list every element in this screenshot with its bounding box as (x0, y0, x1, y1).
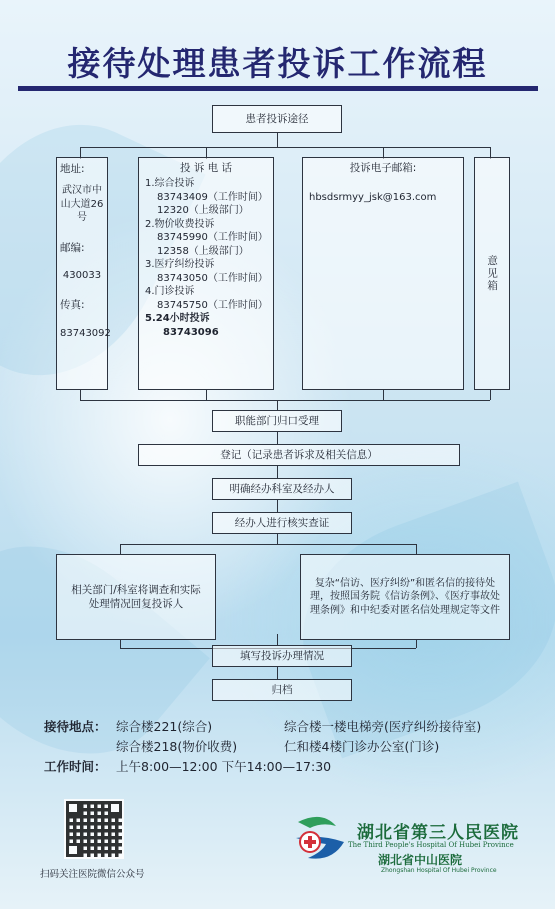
phone-line: 5.24小时投诉 (145, 313, 210, 325)
connector (383, 390, 384, 400)
connector (120, 544, 416, 545)
address-value: 武汉市中山大道26号 (60, 185, 104, 224)
connector (120, 544, 121, 554)
fill-step-label: 填写投诉办理情况 (240, 649, 324, 662)
reception-place: 综合楼一楼电梯旁(医疗纠纷接待室) (284, 719, 482, 734)
email-heading: 投诉电子邮箱: (349, 162, 417, 174)
branch-left-text: 相关部门/科室将调查和实际处理情况回复投诉人 (71, 583, 201, 610)
qr-code[interactable] (64, 799, 124, 859)
phone-line: 1.综合投诉 (145, 178, 195, 190)
address-label: 地址: (60, 163, 85, 175)
address-box (56, 157, 111, 390)
connector (277, 667, 278, 679)
connector (80, 390, 81, 400)
fax-label: 传真: (60, 299, 85, 312)
register-step (138, 444, 460, 466)
phone-line: 2.物价收费投诉 (145, 218, 215, 230)
verify-step-label: 经办人进行核实查证 (234, 516, 330, 529)
phone-box (138, 157, 274, 390)
phone-line: 83745750（工作时间） (157, 299, 268, 311)
title-underline (18, 86, 538, 91)
phone-line: 4.门诊投诉 (145, 286, 195, 298)
connector (490, 390, 491, 400)
branch-left-box (56, 554, 216, 640)
reception-label: 接待地点： (44, 719, 107, 734)
channels-box (212, 105, 342, 133)
reception-place: 综合楼218(物价收费) (116, 739, 238, 754)
hospital-name-en: The Third People's Hospital Of Hubei Province (348, 841, 514, 849)
connector (277, 466, 278, 478)
reception-place: 综合楼221(综合) (116, 719, 213, 734)
archive-step-label: 归档 (271, 683, 293, 696)
reception-place: 仁和楼4楼门诊办公室(门诊) (284, 739, 440, 754)
register-step-label: 登记（记录患者诉求及相关信息） (220, 448, 378, 461)
phone-line: 83743409（工作时间） (157, 191, 268, 203)
postcode-value: 430033 (62, 269, 102, 281)
qr-caption: 扫码关注医院微信公众号 (40, 869, 145, 880)
phone-line: 12320（上级部门） (157, 205, 249, 217)
hospital-subname: 湖北省中山医院 (378, 853, 463, 867)
assign-step (212, 478, 352, 500)
page-title: 接待处理患者投诉工作流程 (67, 44, 488, 83)
hospital-name: 湖北省第三人民医院 (357, 823, 519, 843)
channels-label: 患者投诉途径 (245, 112, 309, 125)
suggestion-box (474, 157, 510, 390)
connector (80, 400, 490, 401)
connector (277, 534, 278, 544)
connector (277, 500, 278, 512)
branch-right-box (300, 554, 510, 640)
postcode-label: 邮编: (60, 241, 85, 254)
phone-line: 12358（上级部门） (157, 245, 249, 257)
assign-step-label: 明确经办科室及经办人 (229, 482, 335, 495)
connector (277, 432, 278, 444)
phone-line: 83743050（工作时间） (157, 272, 268, 284)
connector (277, 634, 278, 645)
phone-line: 83743096 (163, 326, 219, 338)
verify-step (212, 512, 352, 534)
branch-right-text: 复杂“信访、医疗纠纷”和匿名信的接待处理，按照国务院《信访条例》、《医疗事故处理条例》和中纪委对匿名信处理规定等文件 (310, 577, 500, 616)
qr-finder (66, 843, 80, 857)
fill-step (212, 645, 352, 667)
phone-line: 83745990（工作时间） (157, 232, 268, 244)
connector (80, 147, 490, 148)
suggestion-box-label: 意见箱 (486, 254, 499, 293)
phone-line: 3.医疗纠纷投诉 (145, 259, 215, 271)
qr-finder (66, 801, 80, 815)
hours-value: 上午8:00—12:00 下午14:00—17:30 (116, 759, 332, 774)
archive-step (212, 679, 352, 701)
hospital-subname-en: Zhongshan Hospital Of Hubei Province (381, 867, 497, 874)
connector (416, 544, 417, 554)
hospital-logo-icon (292, 812, 350, 864)
connector (120, 640, 121, 648)
email-address[interactable]: hbsdsrmyy_jsk@163.com (309, 192, 437, 204)
qr-finder (108, 801, 122, 815)
fax-value: 83743092 (60, 327, 111, 339)
connector (206, 390, 207, 400)
phone-heading: 投 诉 电 话 (179, 162, 232, 174)
connector (277, 133, 278, 147)
connector (416, 640, 417, 648)
hours-label: 工作时间： (44, 759, 107, 774)
accept-step-label: 职能部门归口受理 (235, 414, 319, 427)
email-box (302, 157, 464, 390)
accept-step (212, 410, 342, 432)
connector (277, 400, 278, 410)
